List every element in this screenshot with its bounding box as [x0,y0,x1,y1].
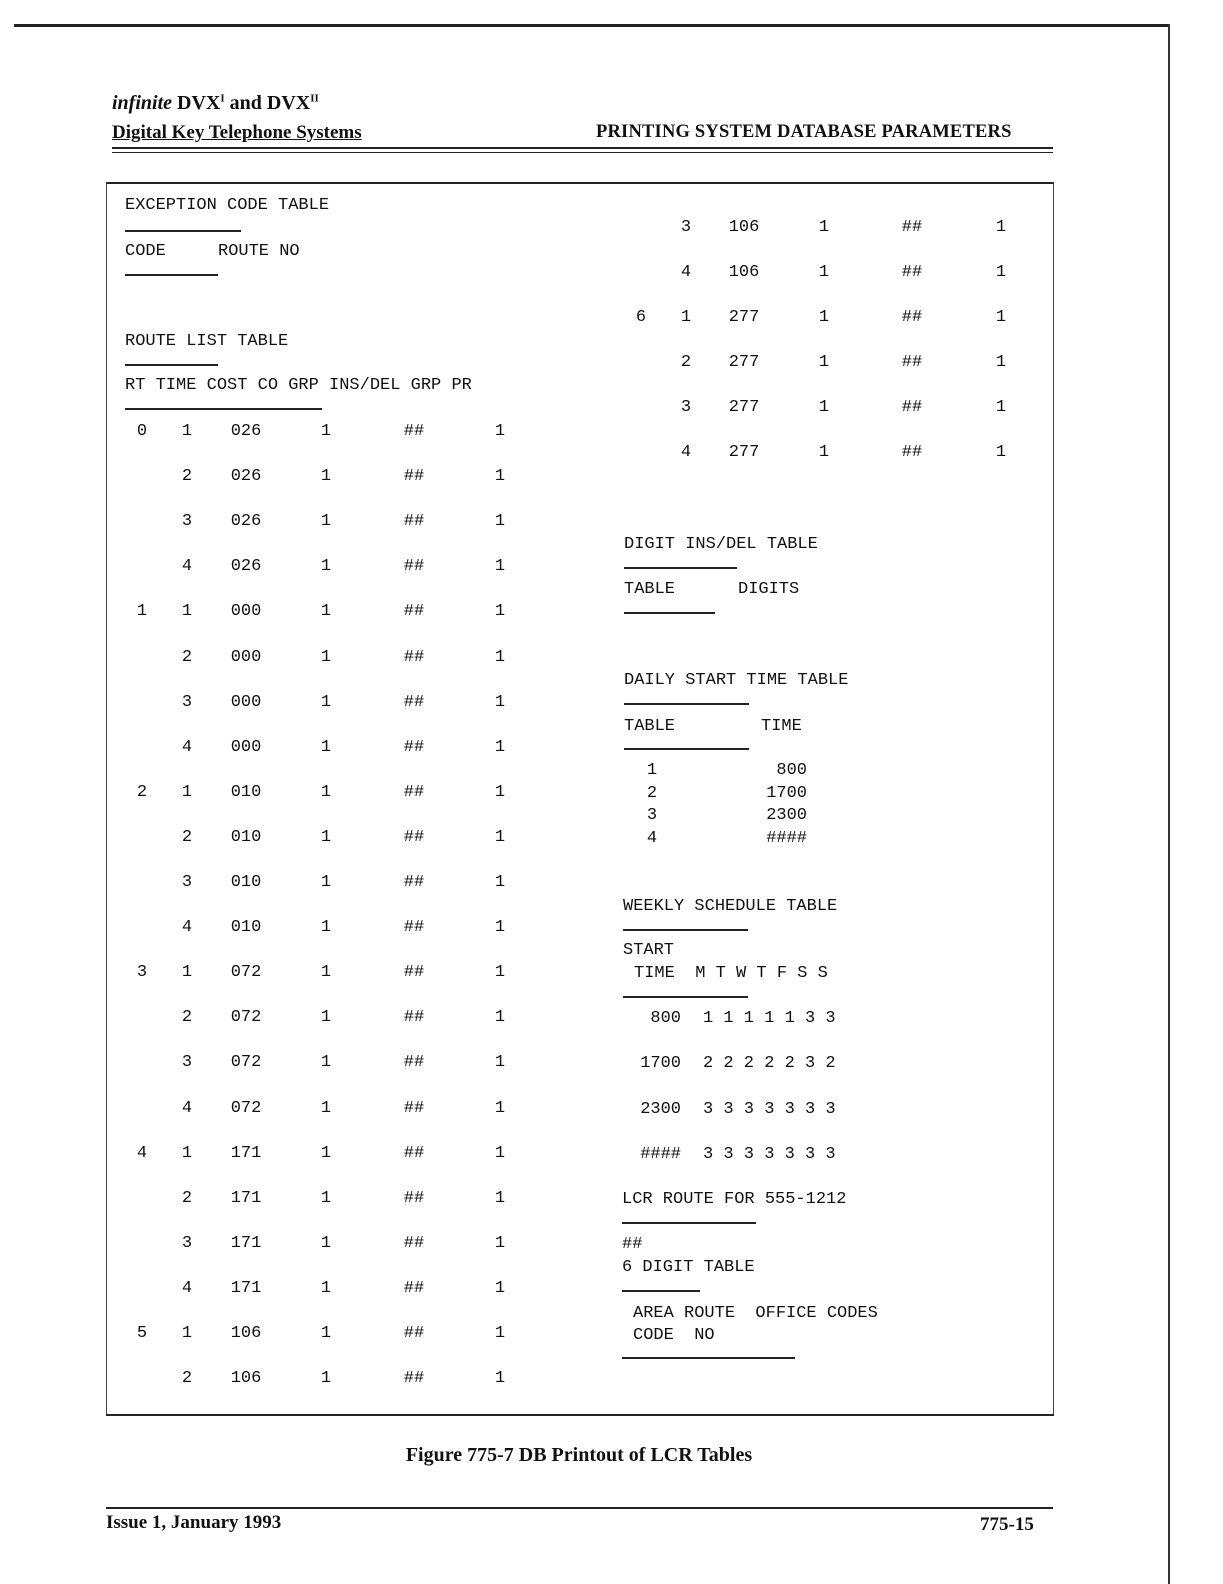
route-cell-pr: 1 [494,1053,506,1073]
route-cell-ins: ## [901,263,923,282]
route-cell-time: 4 [181,557,193,577]
route-cell-cost: 026 [230,557,262,577]
route-cell-cost: 171 [230,1188,262,1208]
section-title: PRINTING SYSTEM DATABASE PARAMETERS [596,122,1012,142]
header-rule [112,147,1053,149]
digit-insdel-col-digits: DIGITS [738,580,800,599]
weekly-title-rule [623,929,748,931]
route-cell-rt: 1 [136,602,148,622]
route-cell-time: 3 [181,873,193,892]
route-cell-time: 1 [181,963,193,983]
route-cell-pr: 1 [494,827,506,847]
route-cell-time: 1 [181,602,193,622]
route-cell-co: 1 [320,1369,332,1389]
route-cell-time: 4 [181,737,193,757]
daily-cell-time: #### [766,828,807,848]
daily-cell-table: 2 [646,783,658,803]
route-cell-time: 3 [181,1233,193,1253]
route-cell-co: 1 [320,1233,332,1253]
digit-insdel-title: DIGIT INS/DEL TABLE [624,535,818,554]
route-cell-co: 1 [320,692,332,712]
route-cell-pr: 1 [494,1233,506,1253]
daily-start-col-table: TABLE [624,717,676,736]
route-cell-pr: 1 [494,647,506,667]
route-cell-cost: 072 [230,1008,262,1028]
route-cell-ins: ## [403,1233,425,1253]
route-cell-cost: 106 [230,1369,262,1389]
exception-title: EXCEPTION CODE TABLE [125,196,330,215]
route-cell-time: 1 [181,782,193,802]
route-cell-pr: 1 [494,557,506,577]
route-cell-pr: 1 [494,692,506,712]
weekly-cell-time: 1700 [640,1054,681,1074]
route-cell-cost: 072 [230,1053,262,1073]
route-cell-ins: ## [403,827,425,847]
route-cell-co: 1 [320,1053,332,1073]
route-cell-rt: 6 [635,308,647,327]
footer-issue: Issue 1, January 1993 [106,1512,282,1533]
route-cell-pr: 1 [995,308,1007,327]
route-cell-ins: ## [403,1008,425,1028]
route-cell-co: 1 [818,398,830,417]
daily-start-col-time: TIME [761,717,802,736]
route-cell-ins: ## [403,1143,425,1163]
route-cell-cost: 010 [230,873,262,892]
weekly-cell-time: #### [640,1144,681,1164]
route-cell-cost: 000 [230,602,262,622]
route-cell-co: 1 [320,1008,332,1028]
route-cell-co: 1 [320,512,332,532]
route-cell-ins: ## [901,218,923,237]
route-cell-ins: ## [403,422,425,441]
six-digit-title-rule [622,1290,700,1292]
route-cell-time: 1 [680,308,692,327]
route-cell-pr: 1 [494,1324,506,1343]
route-cell-cost: 277 [728,398,760,417]
route-cell-co: 1 [320,737,332,757]
route-cell-cost: 000 [230,647,262,667]
route-cell-cost: 000 [230,737,262,757]
route-cell-time: 2 [181,467,193,487]
route-cell-time: 3 [181,1053,193,1073]
route-cell-ins: ## [901,308,923,327]
route-cell-pr: 1 [494,782,506,802]
page-edge [1168,24,1170,1584]
route-cell-ins: ## [901,398,923,417]
daily-cell-table: 1 [646,761,658,780]
route-cell-ins: ## [403,1098,425,1118]
weekly-cell-time: 2300 [640,1099,681,1119]
route-cell-pr: 1 [494,918,506,938]
route-cell-pr: 1 [494,1278,506,1298]
route-cell-cost: 106 [728,218,760,237]
route-cell-pr: 1 [494,1143,506,1163]
route-cell-cost: 010 [230,918,262,938]
route-cell-co: 1 [320,1188,332,1208]
digit-insdel-title-rule [624,567,737,569]
header-rule-thin [112,152,1053,153]
daily-cell-time: 1700 [766,783,807,803]
product-subtitle: Digital Key Telephone Systems [112,122,362,143]
route-cell-pr: 1 [494,467,506,487]
weekly-title: WEEKLY SCHEDULE TABLE [623,897,838,916]
lcr-route-title: LCR ROUTE FOR 555-1212 [622,1190,847,1209]
exception-col-code: CODE [125,242,166,261]
route-list-title-rule [125,364,218,366]
route-cell-cost: 000 [230,692,262,712]
route-cell-ins: ## [901,443,923,462]
route-cell-ins: ## [403,647,425,667]
route-cell-time: 2 [181,1008,193,1028]
daily-cell-table: 3 [646,806,658,825]
route-cell-time: 2 [181,1369,193,1389]
route-cell-co: 1 [320,827,332,847]
route-cell-cost: 106 [230,1324,262,1343]
weekly-cell-days: 2 2 2 2 2 3 2 [703,1054,836,1074]
six-digit-header-line1: AREA ROUTE OFFICE CODES [633,1304,878,1323]
route-cell-co: 1 [320,1324,332,1343]
route-cell-co: 1 [818,353,830,372]
route-cell-rt: 0 [136,422,148,441]
route-cell-rt: 2 [136,782,148,802]
brand-sup1: I [220,92,225,105]
route-cell-co: 1 [320,602,332,622]
six-digit-title: 6 DIGIT TABLE [622,1258,755,1277]
footer-page-number: 775-15 [980,1514,1034,1535]
weekly-cell-days: 3 3 3 3 3 3 3 [703,1144,836,1164]
route-cell-cost: 026 [230,512,262,532]
route-cell-cost: 026 [230,422,262,441]
daily-start-title: DAILY START TIME TABLE [624,671,849,690]
route-cell-time: 3 [680,398,692,417]
route-cell-ins: ## [403,873,425,892]
route-cell-time: 2 [680,353,692,372]
route-cell-cost: 277 [728,443,760,462]
six-digit-header-line2: CODE NO [633,1326,715,1345]
route-cell-time: 1 [181,422,193,441]
route-cell-ins: ## [403,557,425,577]
route-cell-pr: 1 [494,873,506,892]
lcr-route-title-rule [622,1222,756,1224]
route-cell-cost: 277 [728,308,760,327]
weekly-cell-days: 3 3 3 3 3 3 3 [703,1099,836,1119]
route-cell-ins: ## [403,1278,425,1298]
daily-cell-table: 4 [646,828,658,848]
route-cell-ins: ## [901,353,923,372]
route-cell-co: 1 [320,422,332,441]
weekly-col-rule [623,996,748,998]
route-cell-time: 1 [181,1143,193,1163]
daily-start-title-rule [624,703,749,705]
route-cell-cost: 010 [230,782,262,802]
route-cell-time: 2 [181,1188,193,1208]
route-cell-ins: ## [403,1053,425,1073]
route-cell-time: 4 [680,443,692,462]
route-cell-pr: 1 [995,353,1007,372]
route-cell-time: 2 [181,647,193,667]
weekly-col-start: START [623,941,675,960]
route-cell-pr: 1 [494,1369,506,1389]
route-cell-cost: 171 [230,1143,262,1163]
route-list-title: ROUTE LIST TABLE [125,332,289,351]
route-cell-co: 1 [818,308,830,327]
route-cell-rt: 4 [136,1143,148,1163]
digit-insdel-col-table: TABLE [624,580,676,599]
route-cell-ins: ## [403,1188,425,1208]
route-cell-ins: ## [403,1369,425,1389]
brand-dvx1: DVX [177,92,221,114]
route-cell-cost: 106 [728,263,760,282]
lcr-route-value: ## [622,1235,643,1254]
route-cell-co: 1 [320,873,332,892]
route-cell-pr: 1 [494,1008,506,1028]
route-cell-co: 1 [320,782,332,802]
route-cell-pr: 1 [995,443,1007,462]
route-cell-time: 1 [181,1324,193,1343]
route-cell-pr: 1 [494,963,506,983]
route-cell-co: 1 [320,1143,332,1163]
route-cell-co: 1 [320,963,332,983]
weekly-cell-time: 800 [650,1009,681,1028]
route-cell-ins: ## [403,782,425,802]
route-cell-co: 1 [320,1098,332,1118]
route-cell-time: 4 [680,263,692,282]
route-cell-ins: ## [403,1324,425,1343]
exception-title-rule [125,230,241,232]
route-cell-cost: 171 [230,1278,262,1298]
route-cell-cost: 010 [230,827,262,847]
route-cell-pr: 1 [995,218,1007,237]
route-cell-time: 3 [181,512,193,532]
route-cell-time: 3 [680,218,692,237]
route-cell-pr: 1 [494,737,506,757]
route-cell-co: 1 [320,1278,332,1298]
weekly-col-time-days: TIME M T W T F S S [634,964,828,983]
route-cell-cost: 277 [728,353,760,372]
digit-insdel-col-rule [624,612,715,614]
top-rule [14,24,1170,27]
route-cell-pr: 1 [995,263,1007,282]
exception-col-route: ROUTE NO [218,242,300,261]
route-cell-ins: ## [403,692,425,712]
route-cell-cost: 171 [230,1233,262,1253]
route-cell-co: 1 [320,467,332,487]
brand-and: and DVX [229,92,311,114]
route-cell-time: 2 [181,827,193,847]
route-cell-ins: ## [403,602,425,622]
route-cell-ins: ## [403,512,425,532]
route-cell-ins: ## [403,737,425,757]
daily-cell-time: 2300 [766,806,807,825]
route-cell-pr: 1 [494,1188,506,1208]
product-title [112,92,319,115]
figure-caption: Figure 775-7 DB Printout of LCR Tables [405,1444,753,1466]
daily-cell-time: 800 [776,761,807,780]
route-cell-co: 1 [818,443,830,462]
route-cell-cost: 072 [230,1098,262,1118]
route-cell-rt: 5 [136,1324,148,1343]
route-cell-time: 3 [181,692,193,712]
route-cell-time: 4 [181,1278,193,1298]
brand-italic: infinite [112,92,173,114]
route-cell-co: 1 [320,918,332,938]
weekly-cell-days: 1 1 1 1 1 3 3 [703,1009,836,1028]
route-cell-ins: ## [403,467,425,487]
route-cell-cost: 072 [230,963,262,983]
route-cell-co: 1 [320,557,332,577]
route-cell-pr: 1 [494,512,506,532]
footer-rule [106,1507,1053,1509]
route-list-col-rule [125,408,322,410]
route-cell-co: 1 [818,218,830,237]
route-cell-cost: 026 [230,467,262,487]
route-cell-co: 1 [320,647,332,667]
route-list-columns: RT TIME COST CO GRP INS/DEL GRP PR [125,376,472,395]
route-cell-pr: 1 [494,1098,506,1118]
brand-sup2: II [310,92,319,105]
exception-col-rule [125,274,218,276]
route-cell-pr: 1 [494,602,506,622]
route-cell-pr: 1 [995,398,1007,417]
route-cell-ins: ## [403,918,425,938]
route-cell-rt: 3 [136,963,148,983]
six-digit-header-rule [622,1357,795,1359]
daily-start-col-rule [624,748,749,750]
route-cell-time: 4 [181,1098,193,1118]
route-cell-ins: ## [403,963,425,983]
route-cell-pr: 1 [494,422,506,441]
route-cell-time: 4 [181,918,193,938]
route-cell-co: 1 [818,263,830,282]
